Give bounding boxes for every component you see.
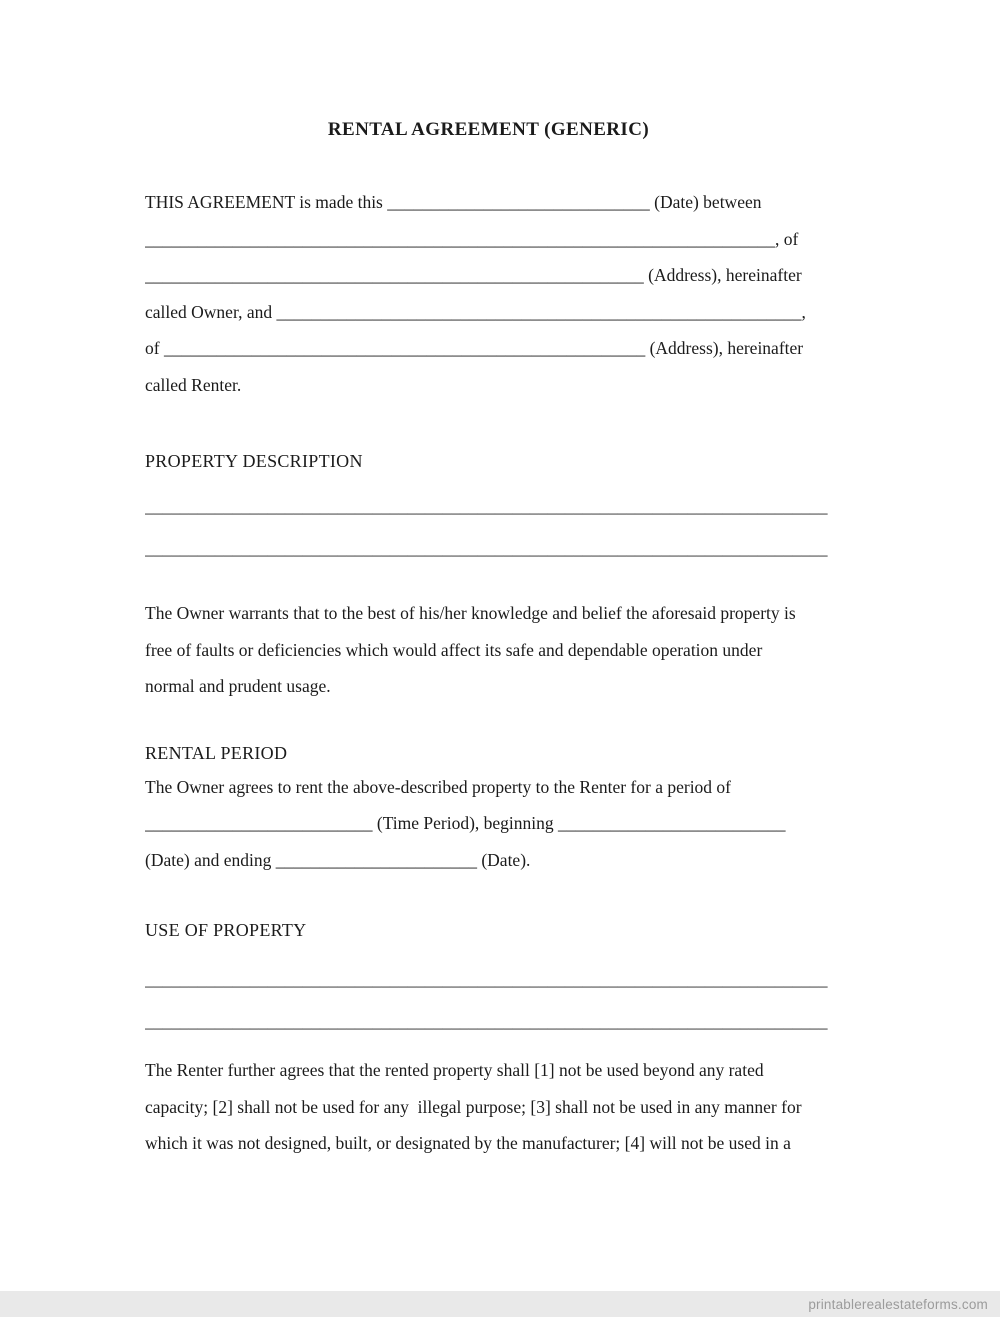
agreement-paragraph <box>145 184 832 403</box>
document-title: RENTAL AGREEMENT (GENERIC) <box>327 119 650 140</box>
renter-terms-line: which it was not designed, built, or designated by the manufacturer; [4] will not be used in a <box>145 1133 791 1153</box>
rental-period-heading: RENTAL PERIOD <box>145 742 288 763</box>
renter-terms-line: capacity; [2] shall not be used for any illegal purpose; [3] shall not be used in any manner for <box>145 1096 802 1117</box>
document-content <box>145 0 832 1162</box>
property-description-blanks <box>145 485 832 569</box>
rental-period-line: (Date) and ending _______________________ (Date). <box>145 849 531 870</box>
use-of-property-blanks <box>145 958 832 1042</box>
agreement-line: called Renter. <box>145 374 242 395</box>
blank-fill-line: ______________________________________________________________________________ <box>145 969 828 989</box>
rental-period-paragraph <box>145 769 832 879</box>
blank-fill-line: ______________________________________________________________________________ <box>145 538 828 558</box>
agreement-line: of _______________________________________________________ (Address), hereinafter <box>145 338 804 358</box>
blank-fill-line: ______________________________________________________________________________ <box>145 1011 828 1031</box>
warranty-paragraph <box>145 595 832 705</box>
rental-period-line: __________________________ (Time Period), beginning __________________________ <box>145 813 786 833</box>
agreement-line: called Owner, and ____________________________________________________________, <box>145 301 806 322</box>
agreement-line: _________________________________________________________ (Address), hereinafter <box>145 265 802 285</box>
agreement-line: THIS AGREEMENT is made this ______________________________ (Date) between <box>145 192 762 212</box>
agreement-line: ________________________________________________________________________, of <box>145 228 799 249</box>
warranty-line: normal and prudent usage. <box>145 676 331 696</box>
renter-terms-line: The Renter further agrees that the rented property shall [1] not be used beyond any rated <box>145 1060 764 1080</box>
rental-period-line: The Owner agrees to rent the above-described property to the Renter for a period of <box>145 776 732 797</box>
footer-site-text: printablerealestateforms.com <box>808 1296 988 1312</box>
use-of-property-heading: USE OF PROPERTY <box>145 920 307 940</box>
warranty-line: The Owner warrants that to the best of his/her knowledge and belief the aforesaid property is <box>145 603 796 623</box>
property-description-heading: PROPERTY DESCRIPTION <box>145 451 363 471</box>
renter-terms-paragraph <box>145 1052 832 1162</box>
blank-fill-line: ______________________________________________________________________________ <box>145 496 828 516</box>
footer-bar <box>0 1291 1000 1317</box>
warranty-line: free of faults or deficiencies which would affect its safe and dependable operation under <box>145 639 763 660</box>
